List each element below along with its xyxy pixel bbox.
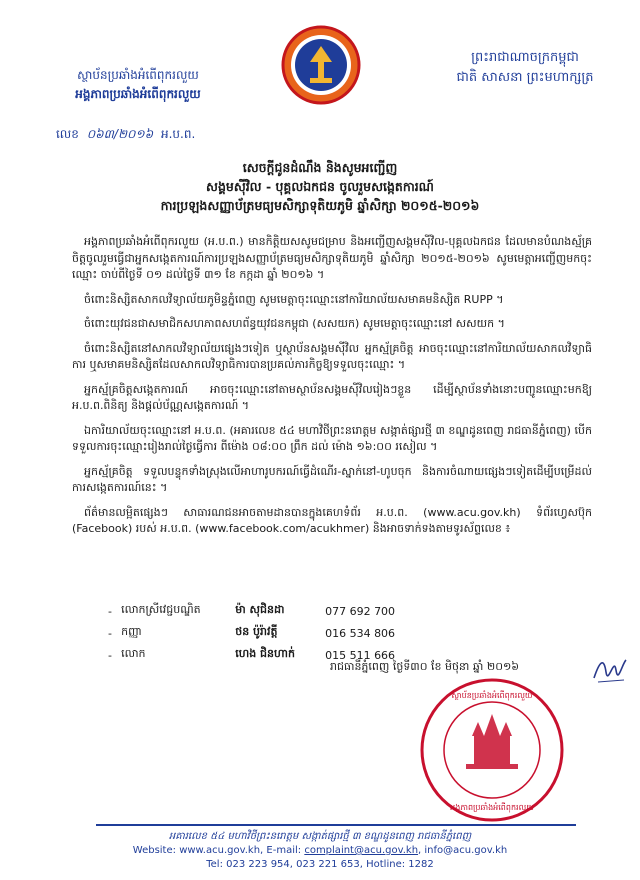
contact-row: - លោកស្រីវេជ្ជបណ្ឌិត ម៉ា សុជិនដា 077 692 700 xyxy=(108,600,428,622)
footer-tel: 023 223 954, 023 221 653, xyxy=(226,859,363,870)
ref-suffix: អ.ប.ព. xyxy=(160,127,196,141)
footer-divider xyxy=(96,824,576,826)
contact-name: ហេង ជិនហាក់ xyxy=(235,647,295,660)
ref-prefix: លេខ xyxy=(56,127,79,141)
body-paragraph: អង្គភាពប្រឆាំងអំពើពុករលួយ (អ.ប.ព.) មានកិត្តិយសសូមជម្រាប និងអញ្ជើញសង្គមស៊ីវិល-បុគ្គលឯកជន ដែលមានបំណងស្ម័គ្រចិត្តចូលរួមធ្វើជាអ្នកសង្កេតការណ៍ការប្រឡងសញ្ញាប័ត្រមធ្យមសិក្សាទុតិយភូមិ ឆ្នាំសិក្សា ២០១៥-២០១៦ សូមមេត្តាអញ្ជើញមកចុះឈ្មោះ ចាប់ពីថ្ងៃទី ០១ ដល់ថ្ងៃទី ៣១ ខែ កក្កដា ឆ្នាំ ២០១៦ ។ xyxy=(72,235,592,281)
contact-phone: 016 534 806 xyxy=(325,626,396,640)
footer-web-line: Website: www.acu.gov.kh, E-mail: complaint@acu.gov.kh, info@acu.gov.kh xyxy=(132,845,508,856)
contact-list xyxy=(108,600,428,666)
email-complaint-link[interactable]: complaint@acu.gov.kh xyxy=(304,845,419,856)
body-paragraph: ចំពោះយុវជនជាសមាជិកសហភាពសហព័ន្ធយុវជនកម្ពុជា (សសយក) សូមមេត្តាចុះឈ្មោះនៅ សសយក ។ xyxy=(84,317,505,330)
footer xyxy=(0,830,640,872)
body-paragraph: ព័ត៌មានលម្អិតផ្សេងៗ សាធារណជនអាចតាមដានបានក្នុងគេហទំព័រ អ.ប.ព. (www.acu.gov.kh) ទំព័រហ្វេសប៊ុក (Facebook) របស់ អ.ប.ព. (www.facebook.com/acukhmer) និងអាចទាក់ទងតាមទូរស័ព្ទលេខ ៖ xyxy=(72,505,592,535)
contact-role: លោកស្រីវេជ្ជបណ្ឌិត xyxy=(121,603,201,616)
body-paragraph: អ្នកស្ម័គ្រចិត្តសង្កេតការណ៍ អាចចុះឈ្មោះនៅតាមស្ថាប័នសង្គមស៊ីវិលរៀងៗខ្លួន ដើម្បីស្ថាប័នទាំងនោះបញ្ជូនឈ្មោះមកឱ្យ អ.ប.ព.ពិនិត្យ និងផ្តល់ប័ណ្ណសង្កេតការណ៍ ។ xyxy=(72,382,592,412)
contact-name: ម៉ា សុជិនដា xyxy=(235,603,285,616)
footer-tel-line: Tel: 023 223 954, 023 221 653, Hotline: 1282 xyxy=(206,859,434,870)
contact-role: លោក xyxy=(121,647,146,660)
kingdom-header xyxy=(450,48,600,88)
body-paragraph: ឯការិយាល័យចុះឈ្មោះនៅ អ.ប.ព. (អគារលេខ ៥៤ មហាវិថីព្រះនរោត្តម សង្កាត់ផ្សារថ្មី ៣ ខណ្ឌដូនពេញ រាជធានីភ្នំពេញ) បើកទទួលការចុះឈ្មោះរៀងរាល់ថ្ងៃធ្វើការ ពីម៉ោង ០៨:០០ ព្រឹក ដល់ ម៉ោង ១៦:០០ រសៀល ។ xyxy=(72,423,592,453)
contact-row: - កញ្ញា ថន ប៉ូរ៉ាវត្តី 016 534 806 xyxy=(108,622,428,644)
agency-institution: ស្ថាប័នប្រឆាំងអំពើពុករលួយ xyxy=(77,68,199,82)
website-link[interactable]: www.acu.gov.kh xyxy=(179,845,261,856)
reference-number xyxy=(56,126,195,144)
official-stamp xyxy=(418,676,566,824)
acu-logo xyxy=(280,22,362,108)
ref-number: ០៦៣/២០១៦ xyxy=(86,127,154,141)
contact-phone: 015 511 666 xyxy=(325,648,396,662)
footer-hotline: 1282 xyxy=(408,859,434,870)
contact-role: កញ្ញា xyxy=(121,625,142,638)
agency-unit: អង្គភាពប្រឆាំងអំពើពុករលួយ xyxy=(75,87,201,101)
contact-name: ថន ប៉ូរ៉ាវត្តី xyxy=(235,625,278,638)
stamp-bottom-text: អង្គភាពប្រឆាំងអំពើពុករលួយ xyxy=(450,803,534,812)
footer-address: អគារលេខ ៥៤ មហាវិថីព្រះនរោត្តម សង្កាត់ផ្សារថ្មី ៣ ខណ្ឌដូនពេញ រាជធានីភ្នំពេញ xyxy=(168,831,472,842)
contact-row: - លោក ហេង ជិនហាក់ 015 511 666 xyxy=(108,644,428,666)
title-line-3: ការប្រឡងសញ្ញាប័ត្រមធ្យមសិក្សាទុតិយភូមិ ឆ្នាំសិក្សា ២០១៥-២០១៦ xyxy=(160,198,480,213)
signature xyxy=(590,650,630,690)
title-line-1: សេចក្តីជូនដំណឹង និងសូមអញ្ជើញ xyxy=(242,160,398,175)
contact-phone: 077 692 700 xyxy=(325,604,396,618)
document-body xyxy=(72,234,592,546)
stamp-top-text: ស្ថាប័នប្រឆាំងអំពើពុករលួយ xyxy=(451,691,533,700)
signing-date: រាជធានីភ្នំពេញ ថ្ងៃទី៣០ ខែ មិថុនា ឆ្នាំ ២០១៦ xyxy=(330,660,520,673)
body-paragraph: ចំពោះនិស្សិតសាកលវិទ្យាល័យភូមិន្ទភ្នំពេញ សូមមេត្តាចុះឈ្មោះនៅការិយាល័យសមាគមនិស្សិត RUPP ។ xyxy=(84,292,504,306)
kingdom-motto: ជាតិ សាសនា ព្រះមហាក្សត្រ xyxy=(456,70,594,85)
title-line-2: សង្គមស៊ីវិល - បុគ្គលឯកជន ចូលរួមសង្កេតការណ៍ xyxy=(206,179,434,194)
email-info-link[interactable]: info@acu.gov.kh xyxy=(424,845,508,856)
agency-header xyxy=(38,66,238,104)
document-title xyxy=(0,158,640,215)
kingdom-title: ព្រះរាជាណាចក្រកម្ពុជា xyxy=(471,50,579,65)
body-paragraph: អ្នកស្ម័គ្រចិត្ត ទទួលបន្ទុកទាំងស្រុងលើអាហារូបករណ៍ធ្វើដំណើរ-ស្នាក់នៅ-ហូបចុក និងការចំណាយផ្សេងៗទៀតដើម្បីបម្រើដល់ការសង្កេតការណ៍នេះ ។ xyxy=(72,464,592,494)
body-paragraph: ចំពោះនិស្សិតនៅសាកលវិទ្យាល័យផ្សេងៗទៀត ឬស្ថាប័នសង្គមស៊ីវិល អ្នកស្ម័គ្រចិត្ត អាចចុះឈ្មោះនៅការិយាល័យសាកលវិទ្យាធិការ ឬសមាគមនិស្សិតដែលសាកលវិទ្យាធិការបានប្រគល់ភារកិច្ចឱ្យទទួលចុះឈ្មោះ ។ xyxy=(72,341,592,371)
